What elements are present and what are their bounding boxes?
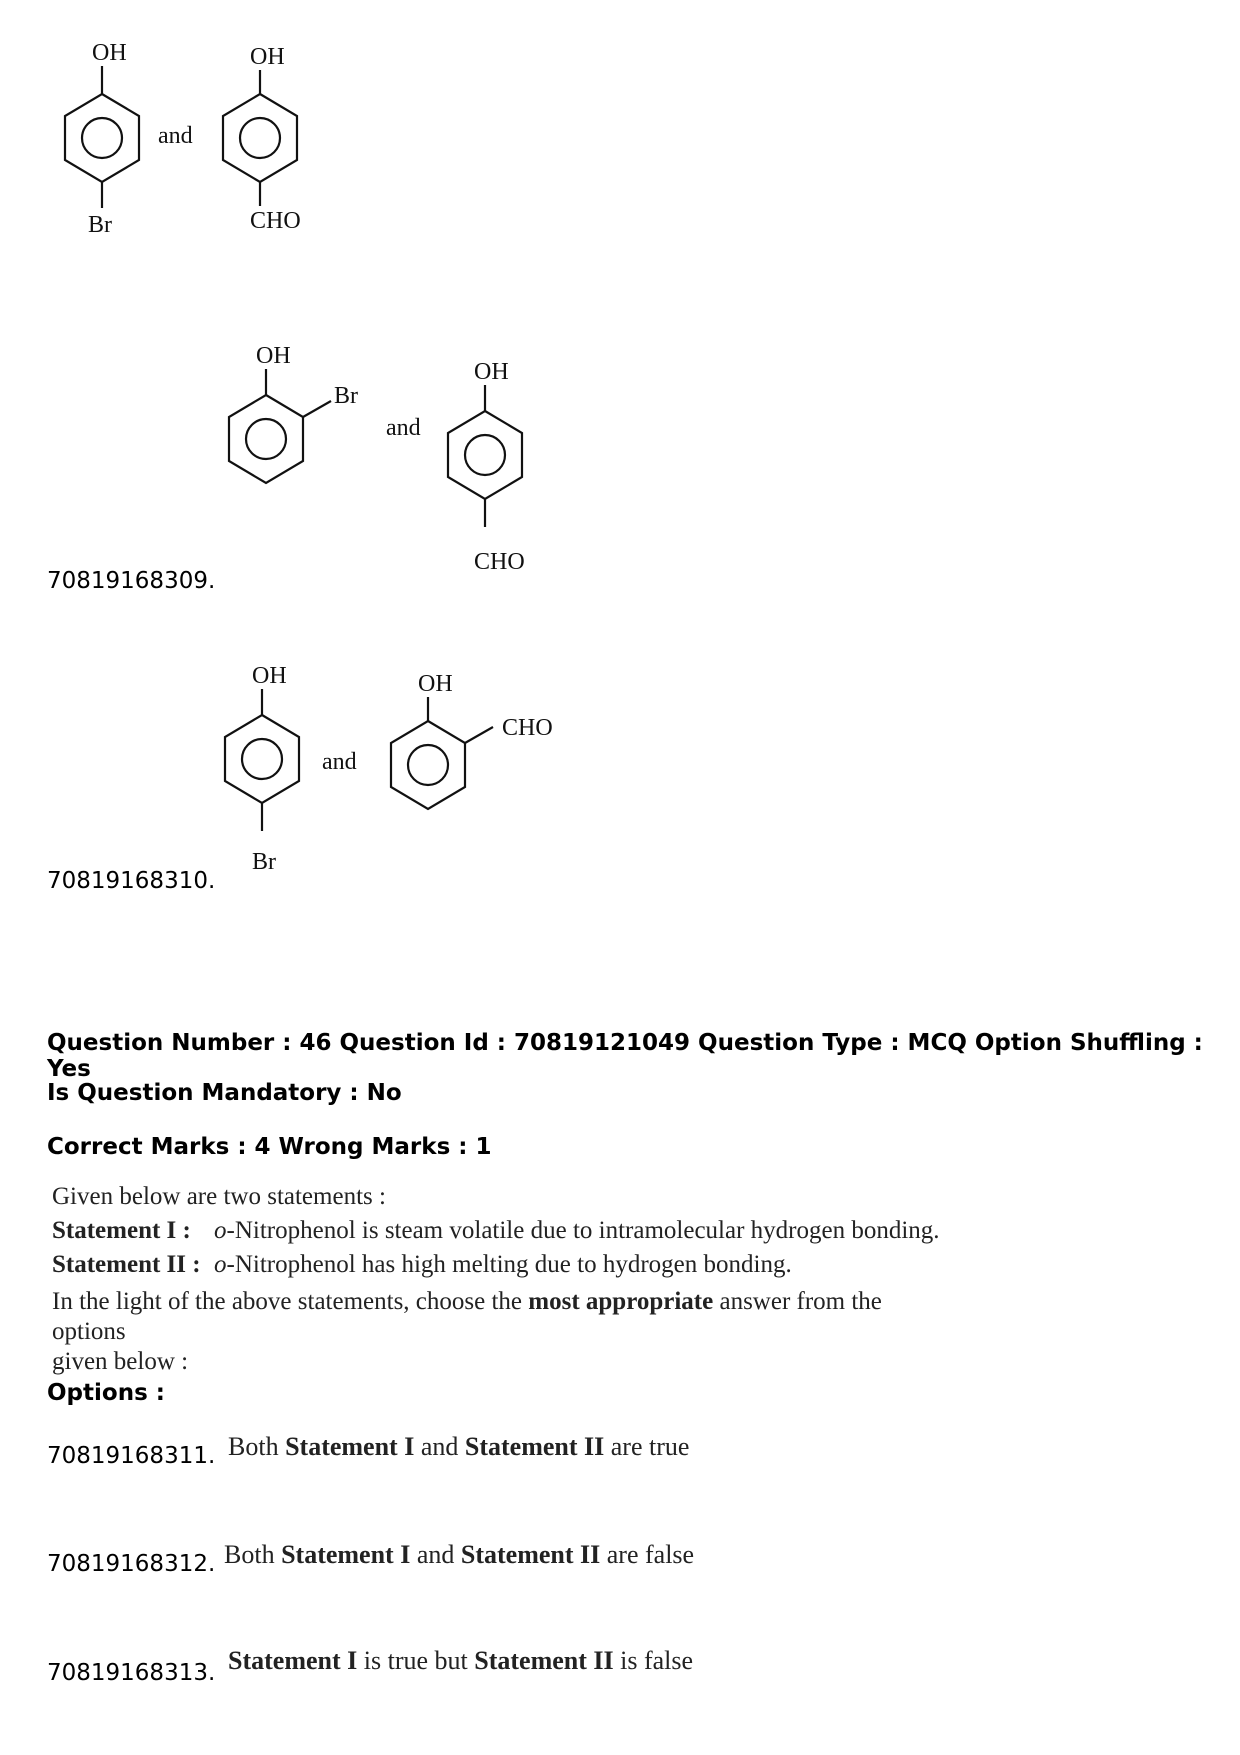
option-id: 70819168309.	[47, 568, 216, 594]
statement-1	[52, 1214, 952, 1248]
option-text: Both Statement I and Statement II are true	[228, 1432, 690, 1461]
statement-2-label: Statement II :	[52, 1250, 201, 1278]
label-and: and	[386, 415, 421, 441]
option-text: Statement I is true but Statement II is false	[228, 1646, 694, 1675]
label-cho: CHO	[250, 208, 301, 234]
label-oh: OH	[474, 359, 509, 385]
option-id: 70819168311.	[47, 1443, 216, 1469]
option-id: 70819168310.	[47, 868, 216, 894]
label-br: Br	[334, 383, 358, 409]
option-id: 70819168313.	[47, 1660, 216, 1686]
statement-1-text: o-Nitrophenol is steam volatile due to intramolecular hydrogen bonding.	[214, 1216, 940, 1244]
option-id: 70819168312.	[47, 1551, 216, 1577]
structure-image-3	[210, 655, 590, 885]
structure-image-2	[210, 335, 570, 585]
label-oh: OH	[252, 663, 287, 689]
label-br: Br	[252, 849, 276, 875]
option-text: Both Statement I and Statement II are false	[224, 1540, 695, 1569]
label-and: and	[158, 123, 193, 149]
closing-text: In the light of the above statements, choose the most appropriate answer from the options given below :	[52, 1288, 882, 1376]
label-oh: OH	[256, 343, 291, 369]
statement-2	[52, 1248, 952, 1282]
label-cho: CHO	[502, 715, 553, 741]
marks-line: Correct Marks : 4 Wrong Marks : 1	[47, 1134, 492, 1160]
question-body	[52, 1180, 952, 1377]
label-oh: OH	[250, 44, 285, 70]
label-cho: CHO	[474, 549, 525, 575]
structure-image-1	[50, 30, 350, 270]
intro-text: Given below are two statements :	[52, 1183, 386, 1210]
label-br: Br	[88, 212, 112, 238]
label-oh: OH	[418, 671, 453, 697]
options-label: Options :	[47, 1380, 165, 1406]
statement-2-text: o-Nitrophenol has high melting due to hydrogen bonding.	[214, 1250, 792, 1278]
mandatory-line: Is Question Mandatory : No	[47, 1080, 402, 1106]
label-oh: OH	[92, 40, 127, 66]
statement-1-label: Statement I :	[52, 1216, 191, 1244]
question-header-line: Question Number : 46 Question Id : 70819121049 Question Type : MCQ Option Shuffling : Yes	[47, 1030, 1203, 1082]
label-and: and	[322, 749, 357, 775]
